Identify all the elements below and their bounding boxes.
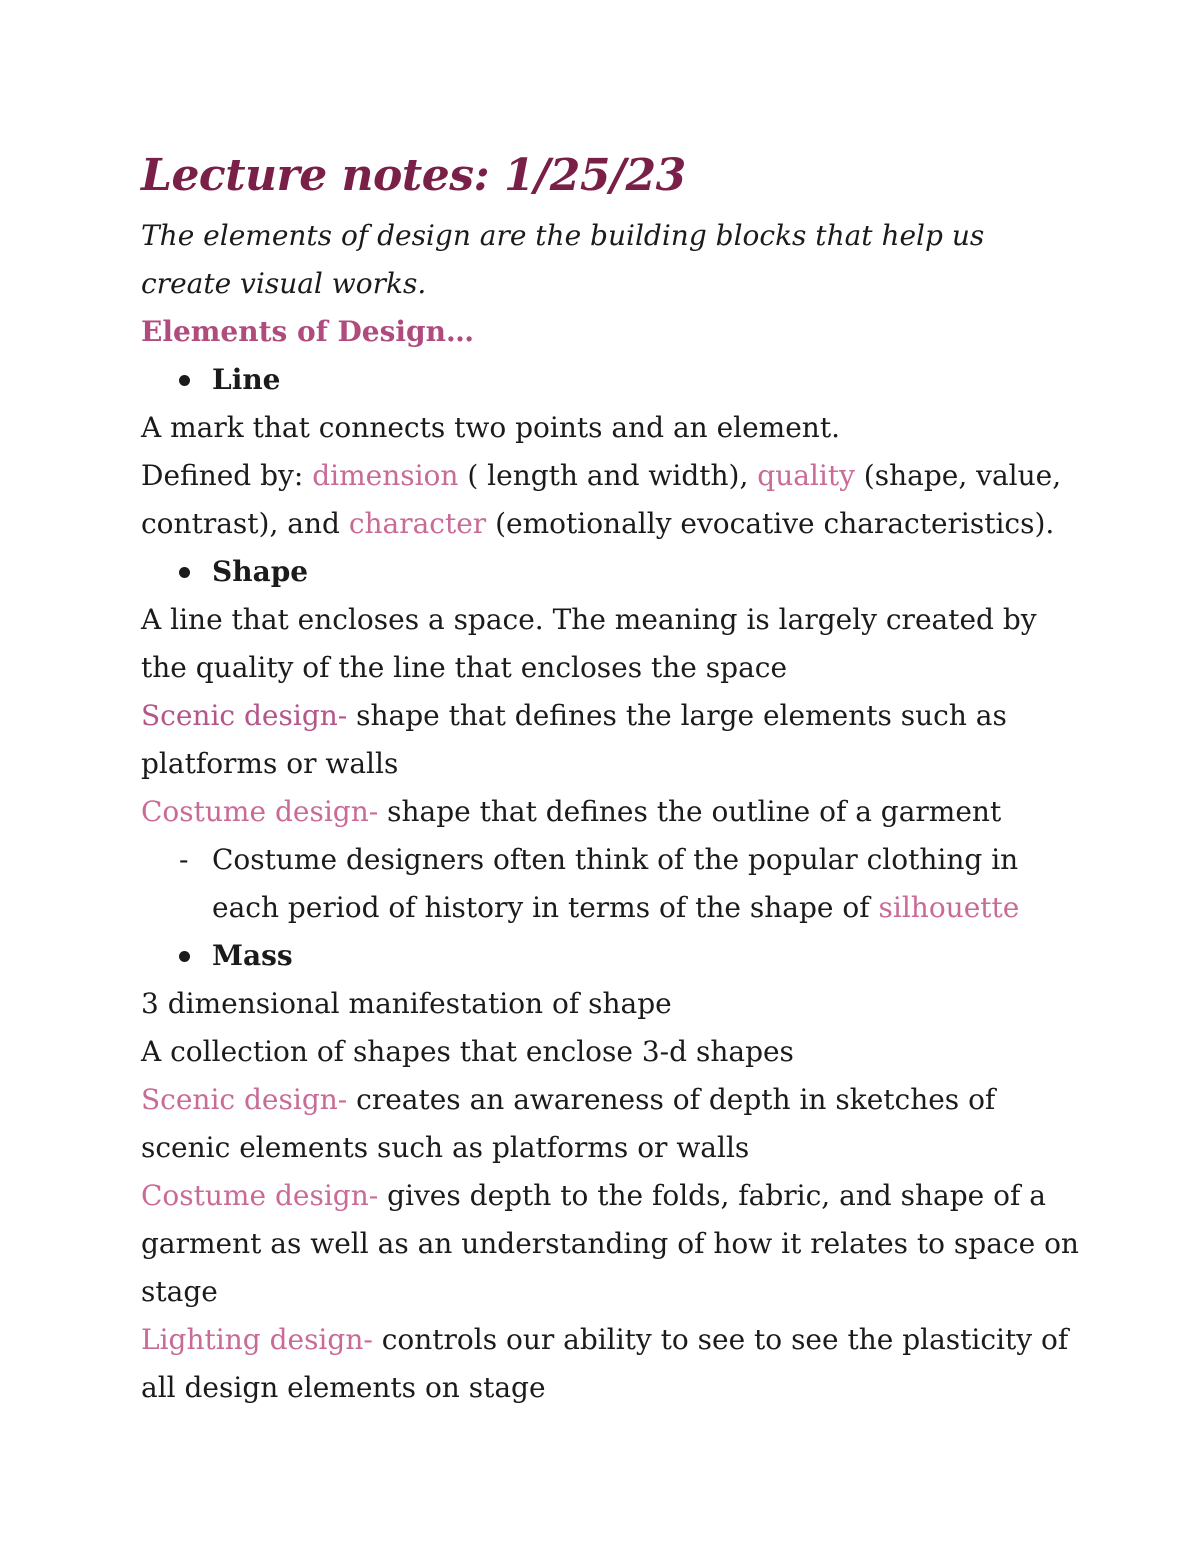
scenic-design-label: Scenic design- <box>141 1083 348 1116</box>
bullet-label: Shape <box>212 555 309 588</box>
lighting-design-text: controls our ability to see to see the plasticity of all design elements on stage <box>141 1323 1069 1404</box>
shape-definition: A line that encloses a space. The meaning is largely created by the quality of the line that encloses the space <box>141 603 1037 684</box>
mass-scenic <box>141 1076 1081 1172</box>
shape-costume <box>141 788 1081 836</box>
costume-design-label: Costume design- <box>141 795 379 828</box>
dash-mark: - <box>179 843 189 876</box>
bullet-label: Line <box>212 363 281 396</box>
bullet-dot-icon <box>179 375 190 386</box>
line-definition: A mark that connects two points and an element. <box>141 411 840 444</box>
term-text: (emotionally evocative characteristics). <box>486 507 1055 540</box>
bullet-dot-icon <box>179 951 190 962</box>
line-defined-by <box>141 452 1081 548</box>
term-character: character <box>348 507 487 540</box>
term-text: ( length and width), <box>458 459 758 492</box>
bullet-shape <box>141 548 1081 596</box>
term-silhouette: silhouette <box>878 891 1020 924</box>
scenic-design-text: creates an awareness of depth in sketches of scenic elements such as platforms or walls <box>141 1083 996 1164</box>
dash-text: Costume designers often think of the popular clothing in each period of history in terms of the shape of <box>212 843 1019 924</box>
section-heading: Elements of Design… <box>141 315 474 348</box>
lighting-design-label: Lighting design- <box>141 1323 373 1356</box>
mass-lighting <box>141 1316 1081 1412</box>
costume-design-text: gives depth to the folds, fabric, and shape of a garment as well as an understanding of how it relates to space on stage <box>141 1179 1079 1308</box>
bullet-line <box>141 356 1081 404</box>
mass-line-2: A collection of shapes that enclose 3-d shapes <box>141 1035 794 1068</box>
dash-item <box>141 836 1081 932</box>
defined-prefix: Defined by: <box>141 459 313 492</box>
scenic-design-text: shape that defines the large elements such as platforms or walls <box>141 699 1007 780</box>
bullet-label: Mass <box>212 939 293 972</box>
bullet-mass <box>141 932 1081 980</box>
document-page <box>141 140 1081 1412</box>
term-quality: quality <box>757 459 855 492</box>
subtitle: The elements of design are the building blocks that help us create visual works. <box>141 219 985 300</box>
page-title: Lecture notes: 1/25/23 <box>141 150 686 201</box>
shape-scenic <box>141 692 1081 788</box>
scenic-design-label: Scenic design- <box>141 699 348 732</box>
term-text: (shape, value, contrast), and <box>141 459 1062 540</box>
costume-design-text: shape that defines the outline of a garment <box>378 795 1002 828</box>
costume-design-label: Costume design- <box>141 1179 379 1212</box>
bullet-dot-icon <box>179 567 190 578</box>
mass-line-1: 3 dimensional manifestation of shape <box>141 987 672 1020</box>
term-dimension: dimension <box>312 459 459 492</box>
mass-costume <box>141 1172 1081 1316</box>
